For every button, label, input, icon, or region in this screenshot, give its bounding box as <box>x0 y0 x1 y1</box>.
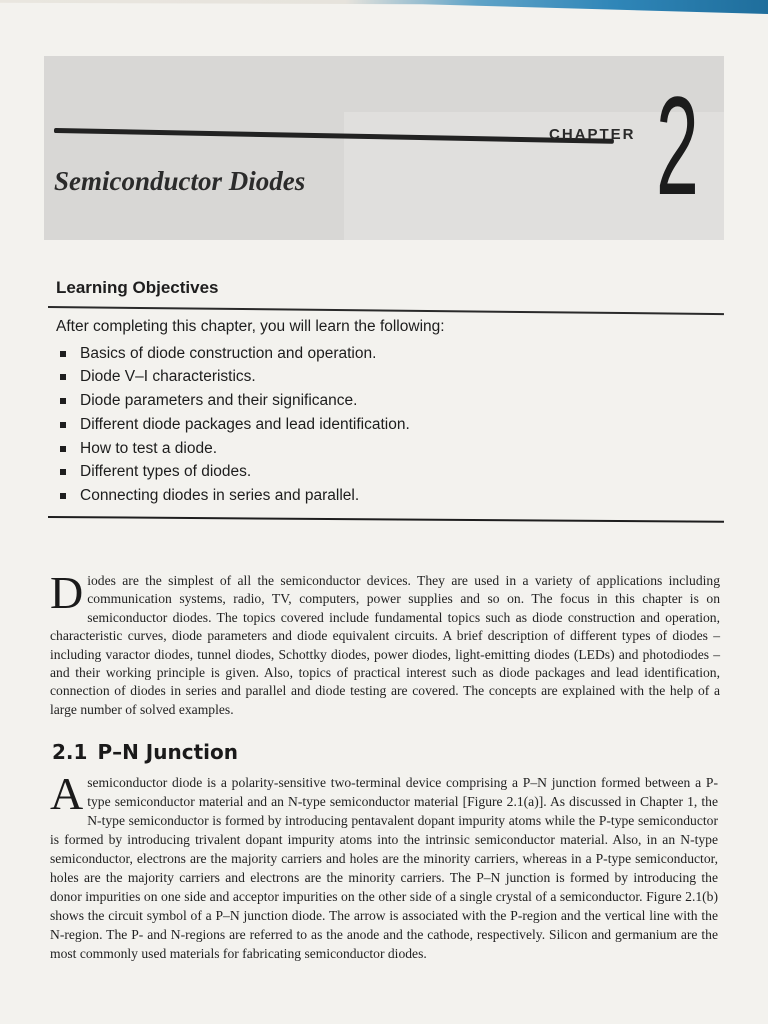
objectives-bottom-rule <box>48 516 724 523</box>
section-title: P–N Junction <box>97 740 238 764</box>
chapter-number: 2 <box>656 67 699 224</box>
section-paragraph-text: semiconductor diode is a polarity-sensitive two-terminal device comprising a P–N junction formed between a P-type semiconductor material and an N-type semiconductor material [Figure 2.1(a)]. As discussed in Chapter 1, the N-type semiconductor is formed by introducing pentavalent dopant impurity atoms while the P-type semiconductor is formed by introducing trivalent dopant impurity atoms into the intrinsic semiconductor material. Also, in an N-type semiconductor, electrons are the majority carriers and holes are the minority carriers, whereas in a P-type semiconductor, holes are the majority carriers and electrons are the minority carriers. The P–N junction is formed by introducing the donor impurities on one side and acceptor impurities on the other side of a single crystal of a semiconductor. Figure 2.1(b) shows the circuit symbol of a P–N junction diode. The arrow is associated with the P-region and the vertical line with the N-region. The P- and N-regions are referred to as the anode and the cathode, respectively. Silicon and germanium are the most commonly used materials for fabricating semiconductor diodes. <box>50 775 718 961</box>
objective-item: Diode parameters and their significance. <box>58 389 724 413</box>
page-top-edge <box>0 0 768 14</box>
objective-item: Diode V–I characteristics. <box>58 365 724 389</box>
dropcap: D <box>50 567 84 618</box>
section-number: 2.1 <box>52 740 88 764</box>
objective-item: Basics of diode construction and operation. <box>58 342 724 366</box>
objective-item: How to test a diode. <box>58 437 724 461</box>
intro-paragraph-text: iodes are the simplest of all the semiconductor devices. They are used in a variety of applications including communication systems, radio, TV, computers, power supplies and so on. The focus in this chapter is on semiconductor diodes. The topics covered include fundamental topics such as diode construction and operation, characteristic curves, diode parameters and diode equivalent circuits. A brief description of different types of diodes – including varactor diodes, tunnel diodes, Schottky diodes, power diodes, light-emitting diodes (LEDs) and photodiodes – and their working principle is given. Also, topics of practical interest such as diode packages and lead identification, connection of diodes in series and parallel and diode testing are covered. The concepts are explained with the help of a large number of solved examples. <box>50 573 720 717</box>
objectives-list <box>48 342 724 509</box>
objectives-heading: Learning Objectives <box>56 278 219 297</box>
dropcap: A <box>50 768 84 819</box>
chapter-banner <box>44 56 724 240</box>
learning-objectives-box <box>48 278 724 518</box>
section-paragraph <box>50 768 718 963</box>
objectives-intro: After completing this chapter, you will learn the following: <box>56 317 445 335</box>
objective-item: Different diode packages and lead identification. <box>58 413 724 437</box>
objective-item: Different types of diodes. <box>58 460 724 484</box>
chapter-label: CHAPTER <box>549 126 636 143</box>
chapter-title: Semiconductor Diodes <box>54 166 306 196</box>
objective-item: Connecting diodes in series and parallel. <box>58 484 724 508</box>
objectives-top-rule <box>48 306 724 315</box>
section-heading <box>52 740 238 764</box>
intro-paragraph <box>50 567 720 719</box>
